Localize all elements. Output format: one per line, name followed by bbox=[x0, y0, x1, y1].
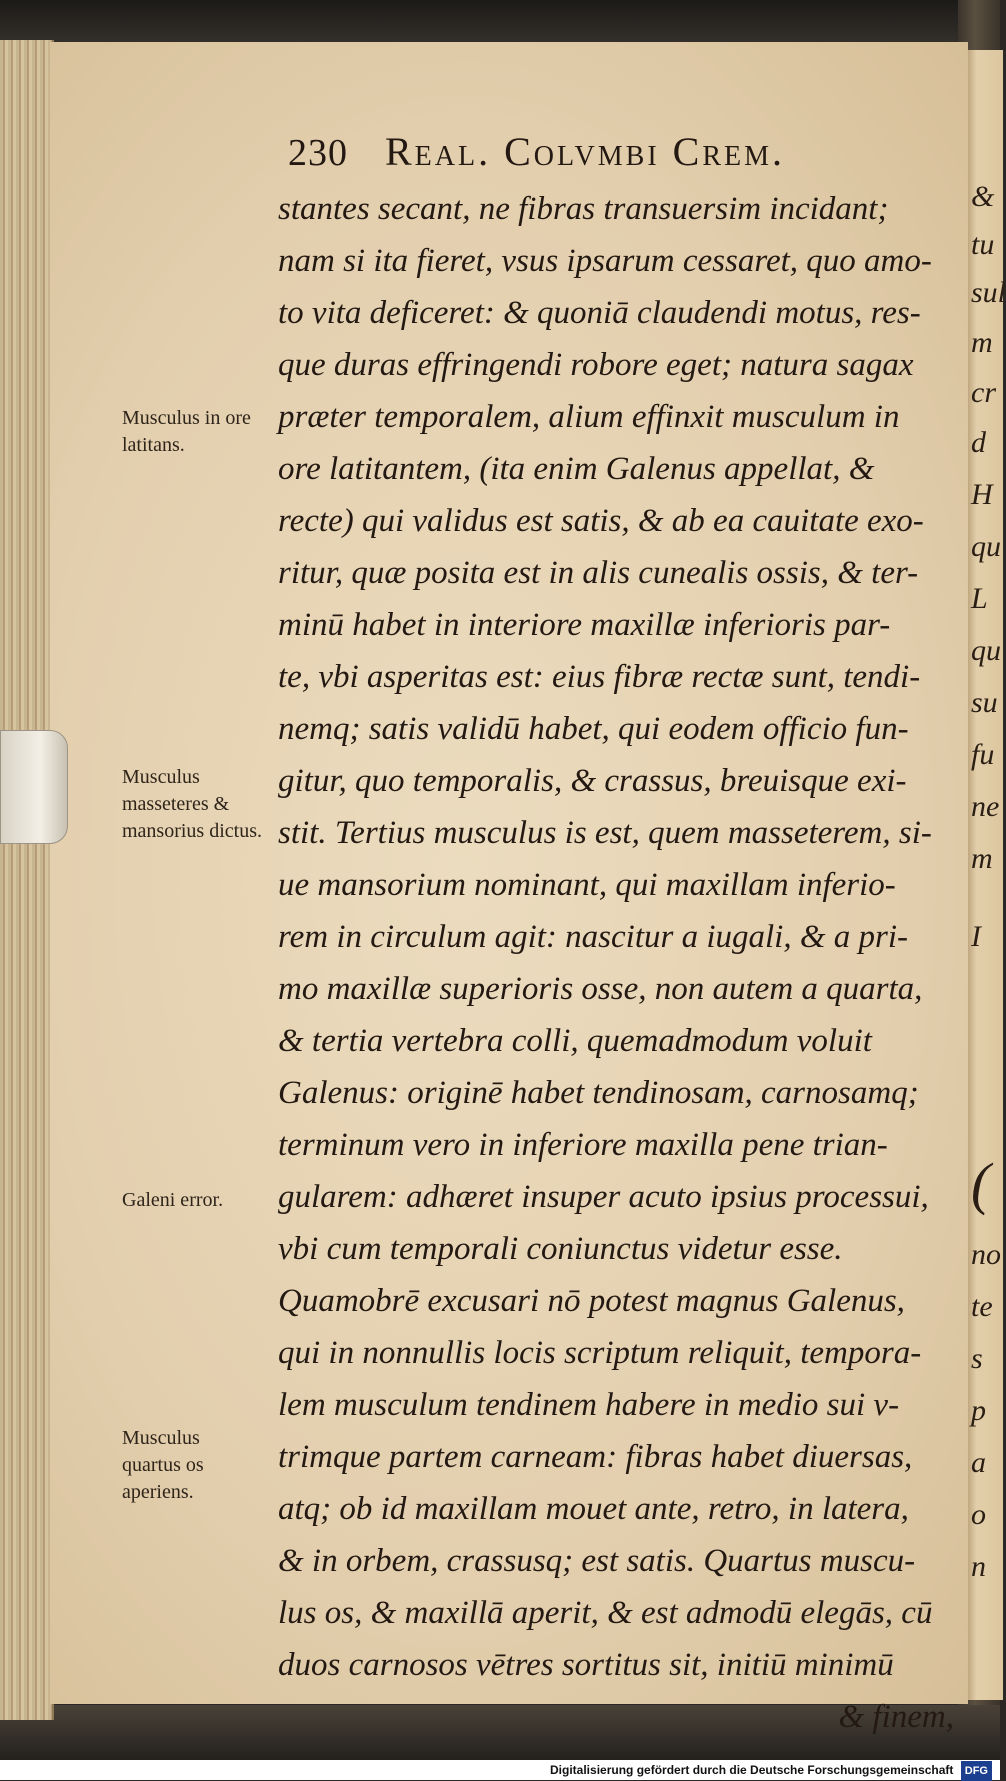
text-line: stantes secant, ne fibras transuersim incidant; bbox=[278, 191, 889, 227]
facing-text: & bbox=[971, 180, 995, 213]
facing-text: ( bbox=[971, 1151, 991, 1216]
marginal-note: Musculus in ore latitans. bbox=[122, 407, 251, 456]
facing-text: fu bbox=[971, 738, 995, 771]
facing-text: s bbox=[971, 1342, 983, 1375]
text-line: te, vbi asperitas est: eius fibræ rectæ sunt, tendi- bbox=[278, 659, 921, 695]
text-line: mo maxillæ superioris osse, non autem a quarta, bbox=[278, 971, 923, 1007]
text-line: Galenus: originē habet tendinosam, carnosamq; bbox=[278, 1075, 919, 1111]
text-line: & tertia vertebra colli, quemadmodum voluit bbox=[278, 1023, 872, 1059]
text-line: nam si ita fieret, vsus ipsarum cessaret, quo amo- bbox=[278, 243, 932, 279]
marginal-note: Galeni error. bbox=[122, 1189, 224, 1211]
text-line: ue mansorium nominant, qui maxillam inferio- bbox=[278, 867, 896, 903]
facing-text: p bbox=[971, 1394, 986, 1427]
page-edges bbox=[0, 40, 54, 1720]
facing-text: m bbox=[971, 326, 993, 359]
facing-text: I bbox=[971, 920, 981, 953]
facing-text: su bbox=[971, 686, 998, 719]
page-clip bbox=[0, 730, 68, 844]
facing-text: o bbox=[971, 1498, 986, 1531]
facing-text: L bbox=[971, 582, 988, 615]
facing-text: n bbox=[971, 1550, 986, 1583]
facing-text: cr bbox=[971, 376, 996, 409]
text-line: rem in circulum agit: nascitur a iugali, & a pri- bbox=[278, 919, 909, 955]
marginal-note: Musculus masseteres & mansorius dictus. bbox=[122, 766, 262, 842]
text-line: stit. Tertius musculus is est, quem masseterem, si- bbox=[278, 815, 932, 851]
text-line: trimque partem carneam: fibras habet diuersas, bbox=[278, 1439, 913, 1475]
facing-page bbox=[962, 50, 1006, 1700]
text-line: & in orbem, crassusq; est satis. Quartus muscu- bbox=[278, 1543, 916, 1579]
facing-text: m bbox=[971, 842, 993, 875]
text-line: lem musculum tendinem habere in medio sui v- bbox=[278, 1387, 900, 1423]
footer-credit: Digitalisierung gefördert durch die Deutsche Forschungsgemeinschaft bbox=[550, 1763, 954, 1777]
facing-text: a bbox=[971, 1446, 986, 1479]
text-line: lus os, & maxillā aperit, & est admodū elegās, cū bbox=[278, 1595, 933, 1631]
facing-text: no bbox=[971, 1238, 1001, 1271]
facing-text: ne bbox=[971, 790, 1000, 823]
page-number: 230 bbox=[288, 132, 348, 174]
text-line: que duras effringendi robore eget; natura sagax bbox=[278, 347, 914, 383]
text-line: gitur, quo temporalis, & crassus, breuisque exi- bbox=[278, 763, 907, 799]
text-line: ore latitantem, (ita enim Galenus appellat, & bbox=[278, 451, 875, 487]
facing-text: d bbox=[971, 426, 986, 459]
facing-text: tu bbox=[971, 228, 995, 261]
text-line: terminum vero in inferiore maxilla pene trian- bbox=[278, 1127, 888, 1163]
facing-text: qu bbox=[971, 634, 1001, 667]
facing-text: sul bbox=[971, 276, 1006, 309]
marginal-note: Musculus quartus os aperiens. bbox=[122, 1427, 204, 1503]
text-line: Quamobrē excusari nō potest magnus Galenus, bbox=[278, 1283, 905, 1319]
text-line: recte) qui validus est satis, & ab ea cauitate exo- bbox=[278, 503, 924, 539]
text-line: vbi cum temporali coniunctus videtur esse. bbox=[278, 1231, 843, 1267]
facing-text: H bbox=[971, 478, 993, 511]
dfg-logo: DFG bbox=[961, 1761, 992, 1781]
facing-text: qu bbox=[971, 530, 1001, 563]
text-line: gularem: adhæret insuper acuto ipsius processui, bbox=[278, 1179, 929, 1215]
text-line: ritur, quæ posita est in alis cunealis ossis, & ter- bbox=[278, 555, 919, 591]
digitization-footer bbox=[0, 1760, 1000, 1780]
text-line: nemq; satis validū habet, qui eodem officio fun- bbox=[278, 711, 909, 747]
running-title: Real. Colvmbi Crem. bbox=[385, 129, 786, 174]
text-line: duos carnosos vētres sortitus sit, initiū minimū bbox=[278, 1647, 894, 1683]
page-header bbox=[288, 128, 928, 178]
text-line: to vita deficeret: & quoniā claudendi motus, res- bbox=[278, 295, 921, 331]
facing-text: te bbox=[971, 1290, 993, 1323]
text-line: præter temporalem, alium effinxit musculum in bbox=[278, 399, 900, 435]
text-line: minū habet in interiore maxillæ inferioris par- bbox=[278, 607, 891, 643]
text-line: qui in nonnullis locis scriptum reliquit, tempora- bbox=[278, 1335, 922, 1371]
text-line: & finem, bbox=[838, 1699, 954, 1735]
text-line: atq; ob id maxillam mouet ante, retro, in latera, bbox=[278, 1491, 909, 1527]
